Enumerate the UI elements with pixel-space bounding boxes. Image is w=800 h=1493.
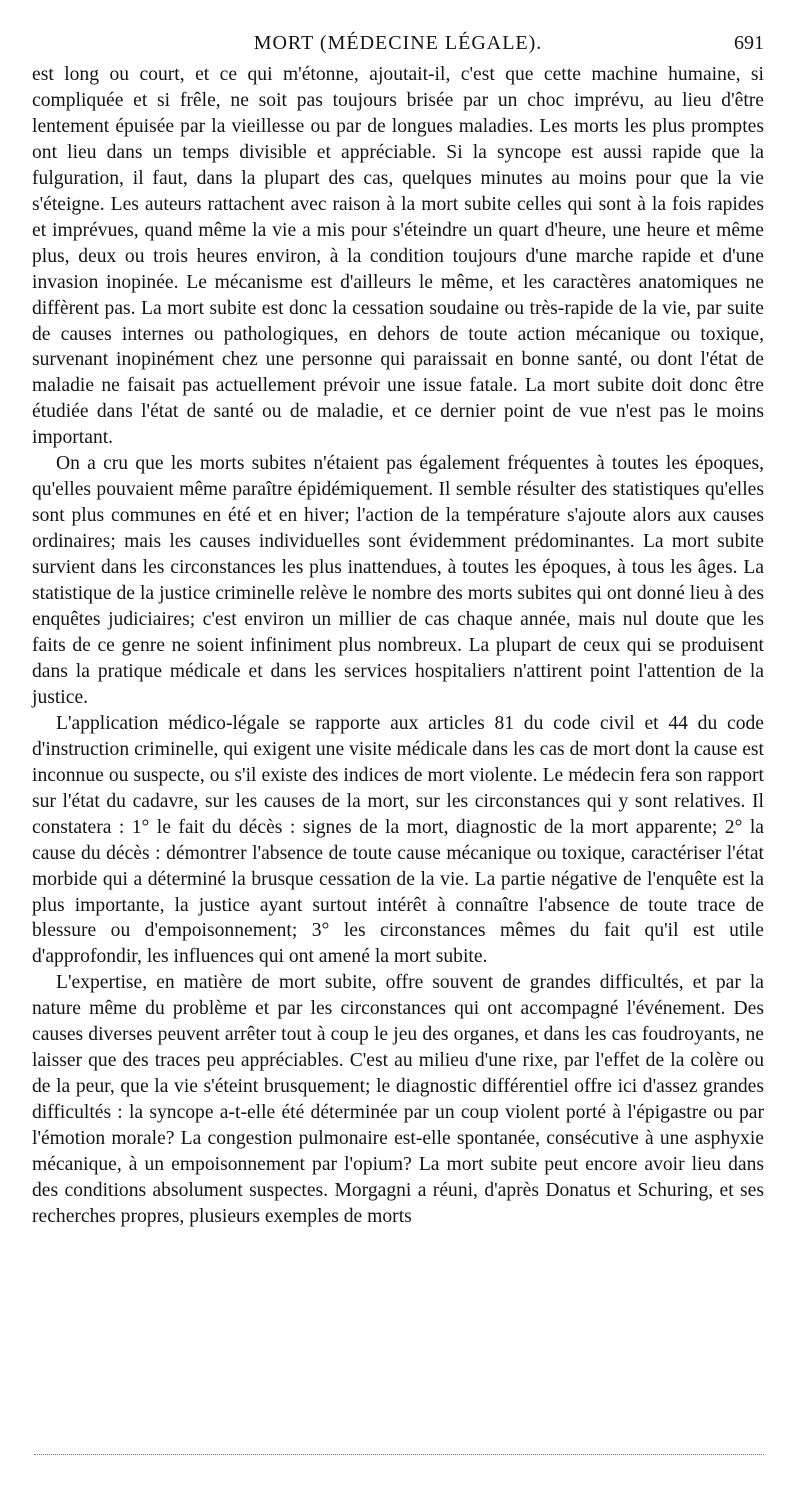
body-text <box>32 62 764 1230</box>
paragraph-expertise: L'expertise, en matière de mort subite, offre souvent de grandes difficultés, et par la nature même du problème et par les circonstances qui ont accompagné l'événement. Des causes diverses peuvent arrêter tout à coup le jeu des organes, et dans les cas foudroyants, ne laisser que des traces peu appréciables. C'est au milieu d'une rixe, par l'effet de la colère ou de la peur, que la vie s'éteint brusquement; le diagnostic différentiel offre ici d'assez grandes difficultés : la syncope a-t-elle été déterminée par un coup violent porté à l'épigastre ou par l'émotion morale? La congestion pulmonaire est-elle spontanée, consécutive à une asphyxie mécanique, à un empoisonnement par l'opium? La mort subite peut encore avoir lieu dans des conditions absolument suspectes. Morgagni a réuni, d'après Donatus et Schuring, et ses recherches propres, plusieurs exemples de morts <box>32 972 764 1227</box>
page-header <box>32 31 764 55</box>
page-number: 691 <box>734 32 764 54</box>
footer-dotted-rule <box>34 1454 764 1455</box>
paragraph-continuation: est long ou court, et ce qui m'étonne, ajoutait-il, c'est que cette machine humaine, si compliquée et si frêle, ne soit pas toujours brisée par un choc imprévu, au lieu d'être lentement épuisée par la vieillesse ou par de longues maladies. Les morts les plus promptes ont lieu dans un temps divisible et appréciable. Si la syncope est aussi rapide que la fulguration, il faut, dans la plupart des cas, quelques minutes au moins pour que la vie s'éteigne. Les auteurs rattachent avec raison à la mort subite celles qui sont à la fois rapides et imprévues, quand même la vie a mis pour s'éteindre un quart d'heure, une heure et même plus, deux ou trois heures environ, à la condition toujours d'une marche rapide et d'une invasion inopinée. Le mécanisme est d'ailleurs le même, et les caractères anatomiques ne diffèrent pas. La mort subite est donc la cessation soudaine ou très-rapide de la vie, par suite de causes internes ou pathologiques, en dehors de toute action mécanique ou toxique, survenant inopinément chez une personne qui paraissait en bonne santé, ou dont l'état de maladie ne faisait pas actuellement prévoir une issue fatale. La mort subite doit donc être étudiée dans l'état de santé ou de maladie, et ce dernier point de vue n'est pas le moins important. <box>32 64 764 449</box>
running-title: MORT (MÉDECINE LÉGALE). <box>253 32 543 54</box>
paragraph-legal-application: L'application médico-légale se rapporte aux articles 81 du code civil et 44 du code d'instruction criminelle, qui exigent une visite médicale dans les cas de mort dont la cause est inconnue ou suspecte, ou s'il existe des indices de mort violente. Le médecin fera son rapport sur l'état du cadavre, sur les causes de la mort, sur les circonstances qui y sont relatives. Il constatera : 1° le fait du décès : signes de la mort, diagnostic de la mort apparente; 2° la cause du décès : démontrer l'absence de toute cause mécanique ou toxique, caractériser l'état morbide qui a déterminé la brusque cessation de la vie. La partie négative de l'enquête est la plus importante, la justice ayant surtout intérêt à connaître l'absence de toute trace de blessure ou d'empoisonnement; 3° les circonstances mêmes du fait qu'il est utile d'approfondir, les influences qui ont amené la mort subite. <box>32 712 764 968</box>
paragraph-frequency: On a cru que les morts subites n'étaient pas également fréquentes à toutes les époques, qu'elles pouvaient même paraître épidémiquement. Il semble résulter des statistiques qu'elles sont plus communes en été et en hiver; l'action de la température s'ajoute alors aux causes ordinaires; mais les causes individuelles sont évidemment prédominantes. La mort subite survient dans les circonstances les plus inattendues, à toutes les époques, à tous les âges. La statistique de la justice criminelle relève le nombre des morts subites qui ont donné lieu à des enquêtes judiciaires; c'est environ un millier de cas chaque année, mais nul doute que les faits de ce genre ne soient infiniment plus nombreux. La plupart de ceux qui se produisent dans la pratique médicale et dans les services hospitaliers n'attirent point l'attention de la justice. <box>32 453 764 708</box>
